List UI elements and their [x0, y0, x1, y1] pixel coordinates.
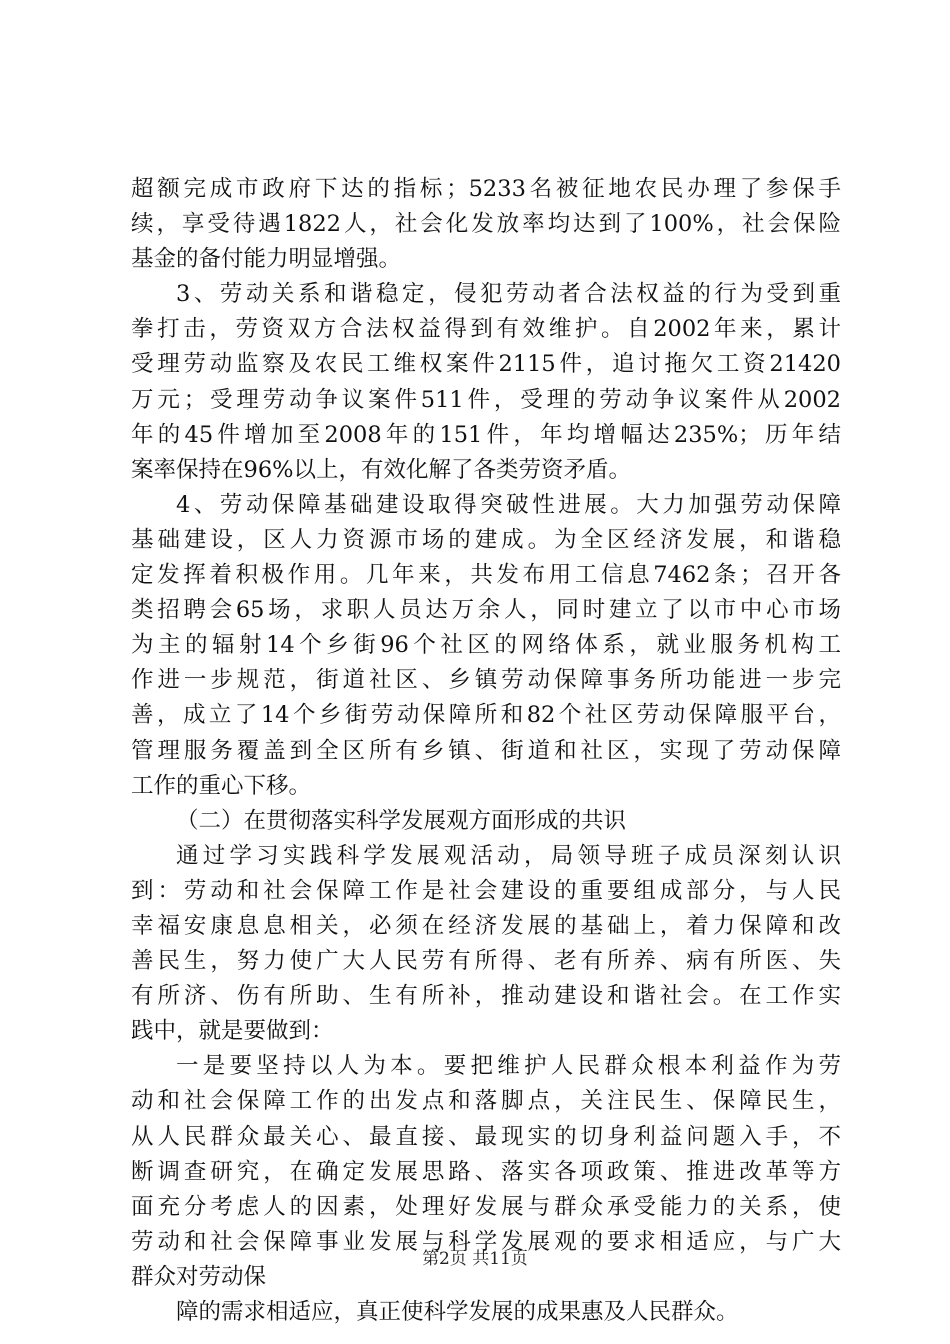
text-line: 作进一步规范，街道社区、乡镇劳动保障事务所功能进一步完: [131, 667, 841, 694]
text-line: 群众对劳动保: [131, 1263, 267, 1290]
text-line: 定发挥着积极作用。几年来，共发布用工信息7462条；召开各: [131, 562, 841, 589]
text-line: 善民生，努力使广大人民劳有所得、老有所养、病有所医、失: [131, 948, 841, 975]
text-line: 超额完成市政府下达的指标；5233名被征地农民办理了参保手: [131, 176, 841, 202]
text-line: 3、劳动关系和谐稳定，侵犯劳动者合法权益的行为受到重: [176, 281, 841, 308]
text-line: 有所济、伤有所助、生有所补，推动建设和谐社会。在工作实: [131, 983, 841, 1010]
text-line: 到：劳动和社会保障工作是社会建设的重要组成部分，与人民: [131, 877, 841, 904]
text-line: 善，成立了14个乡街劳动保障所和82个社区劳动保障服平台，: [131, 702, 841, 729]
text-line: 基础建设，区人力资源市场的建成。为全区经济发展，和谐稳: [131, 526, 841, 553]
text-line: 续，享受待遇1822人，社会化发放率均达到了100%，社会保险: [131, 211, 841, 238]
text-line: 基金的备付能力明显增强。: [131, 246, 402, 273]
page-footer: 第2页 共11页: [422, 1249, 528, 1269]
text-line: 一是要坚持以人为本。要把维护人民群众根本利益作为劳: [176, 1053, 841, 1080]
text-line: 断调查研究，在确定发展思路、落实各项政策、推进改革等方: [131, 1158, 841, 1185]
text-line: 类招聘会65场，求职人员达万余人，同时建立了以市中心市场: [131, 597, 841, 624]
text-line: 践中，就是要做到：: [131, 1018, 334, 1045]
text-line: 通过学习实践科学发展观活动，局领导班子成员深刻认识: [176, 842, 841, 869]
text-line: （二）在贯彻落实科学发展观方面形成的共识: [176, 807, 627, 834]
text-line: 年的45件增加至2008年的151件，年均增幅达235%；历年结: [131, 421, 841, 448]
text-line: 幸福安康息息相关，必须在经济发展的基础上，着力保障和改: [131, 912, 841, 939]
text-line: 管理服务覆盖到全区所有乡镇、街道和社区，实现了劳动保障: [131, 737, 841, 764]
text-line: 为主的辐射14个乡街96个社区的网络体系，就业服务机构工: [131, 632, 841, 659]
text-line: 工作的重心下移。: [131, 772, 312, 799]
text-line: 面充分考虑人的因素，处理好发展与群众承受能力的关系，使: [131, 1193, 841, 1220]
text-line: 受理劳动监察及农民工维权案件2115件，追讨拖欠工资21420: [131, 351, 841, 378]
text-line: 万元；受理劳动争议案件511件，受理的劳动争议案件从2002: [131, 386, 841, 413]
text-line: 案率保持在96%以上，有效化解了各类劳资矛盾。: [131, 456, 632, 483]
text-line: 拳打击，劳资双方合法权益得到有效维护。自2002年来，累计: [131, 316, 841, 343]
text-line: 动和社会保障工作的出发点和落脚点，关注民生、保障民生，: [131, 1088, 841, 1115]
text-line: 劳动和社会保障事业发展与科学发展观的要求相适应，与广大: [131, 1228, 841, 1255]
text-line: 障的需求相适应，真正使科学发展的成果惠及人民群众。: [176, 1299, 739, 1325]
document-body: [131, 172, 841, 1330]
text-line: 4、劳动保障基础建设取得突破性进展。大力加强劳动保障: [176, 491, 841, 518]
text-line: 从人民群众最关心、最直接、最现实的切身利益问题入手，不: [131, 1123, 841, 1150]
